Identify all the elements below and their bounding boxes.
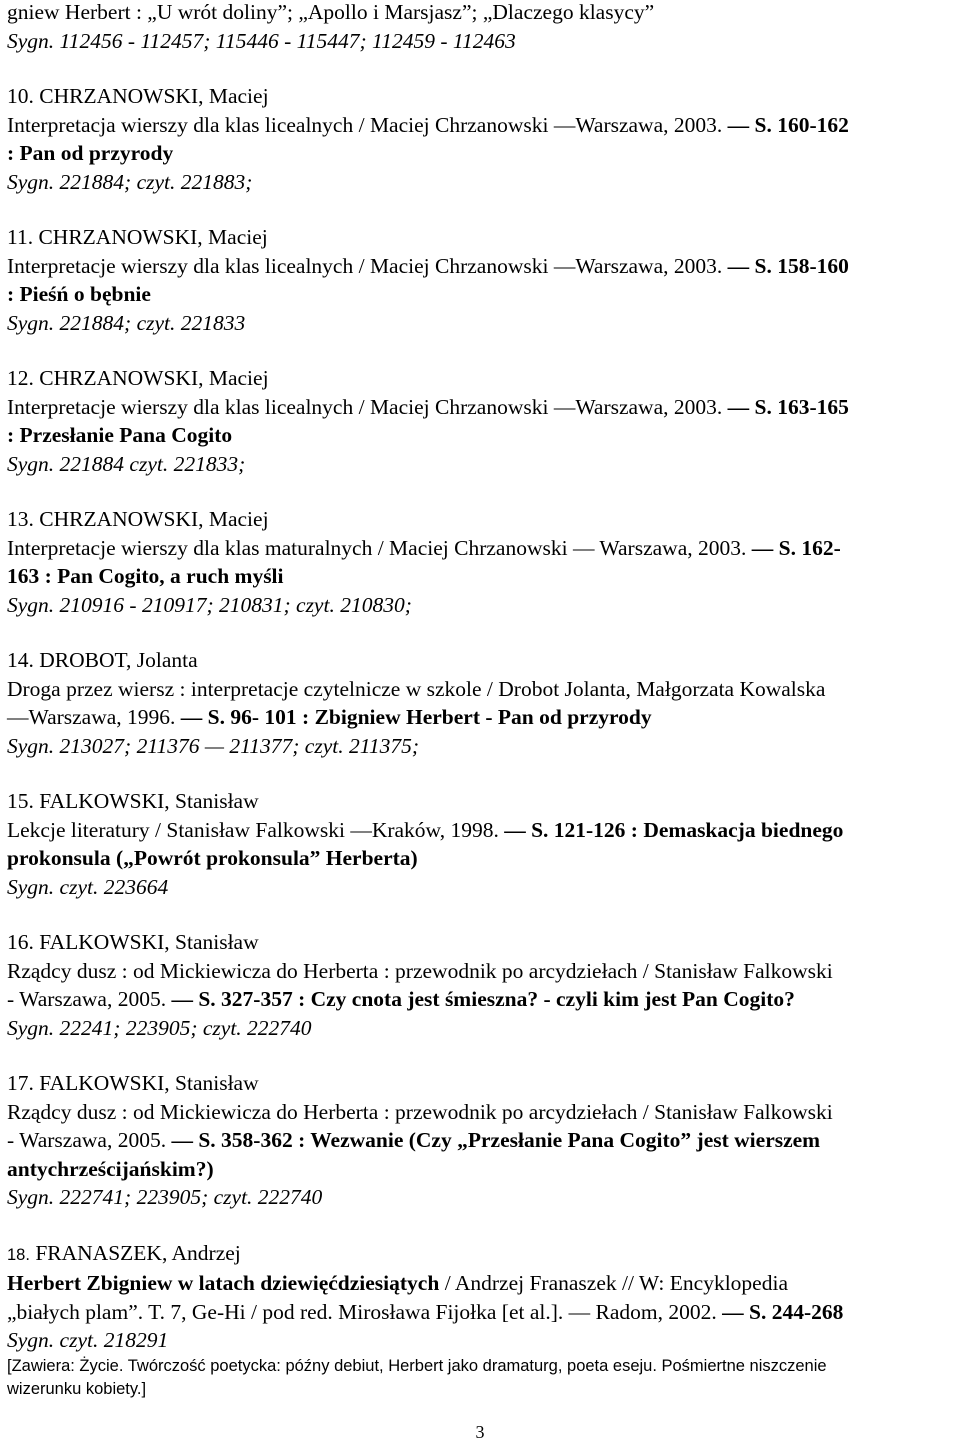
entry-heading: 12. CHRZANOWSKI, Maciej (7, 366, 269, 390)
entry-pages-title: prokonsula („Powrót prokonsula” Herberta) (7, 846, 418, 870)
spacer (7, 55, 957, 82)
bibliography-entry (7, 223, 957, 364)
entry-description-text: / Andrzej Franaszek // W: Encyklopedia (439, 1271, 788, 1295)
call-number: Sygn. 221884; czyt. 221883; (7, 169, 253, 194)
entry-description-line (7, 421, 957, 450)
entry-pages-title: : Pan od przyrody (7, 141, 174, 165)
spacer (7, 1042, 957, 1069)
entry-description-line (7, 844, 957, 873)
entry-heading: 13. CHRZANOWSKI, Maciej (7, 507, 269, 531)
entry-description-text: Interpretacje wierszy dla klas licealnych / Maciej Chrzanowski —Warszawa, 2003. (7, 394, 728, 419)
entry-heading: 17. FALKOWSKI, Stanisław (7, 1071, 259, 1095)
contents-note: wizerunku kobiety.] (7, 1379, 147, 1398)
entry-description-line (7, 1155, 957, 1184)
entry-pages-title: 163 : Pan Cogito, a ruch myśli (7, 564, 284, 588)
entry-pages-title: — S. 96- 101 : Zbigniew Herbert - Pan od przyrody (180, 705, 652, 729)
bibliography-entry (7, 646, 957, 787)
bibliography-entry (7, 928, 957, 1069)
spacer (7, 337, 957, 364)
entry-description-text: Lekcje literatury / Stanisław Falkowski —Kraków, 1998. (7, 817, 505, 842)
entry-heading (7, 1239, 957, 1270)
entry-description-text: Interpretacje wierszy dla klas licealnych / Maciej Chrzanowski —Warszawa, 2003. (7, 253, 728, 278)
entry-description-line (7, 816, 957, 845)
entry-description-line (7, 111, 957, 140)
entry-heading: 10. CHRZANOWSKI, Maciej (7, 84, 269, 108)
entry-description-text: „białych plam”. T. 7, Ge-Hi / pod red. Mirosława Fijołka [et al.]. — Radom, 2002. (7, 1299, 723, 1324)
entry-description-line (7, 534, 957, 563)
entry-description-text: Droga przez wiersz : interpretacje czytelnicze w szkole / Drobot Jolanta, Małgorzata Kowalska (7, 676, 826, 701)
entry-description-text: —Warszawa, 1996. (7, 705, 181, 729)
entry-pages-title: antychrześcijańskim?) (7, 1156, 214, 1181)
entry-description-line (7, 1298, 957, 1327)
entry-description-line (7, 1269, 957, 1298)
spacer (7, 196, 957, 223)
entry-description-line (7, 562, 957, 591)
spacer (7, 760, 957, 787)
entry-description-line (7, 1098, 957, 1127)
entry-description-text: Rządcy dusz : od Mickiewicza do Herberta : przewodnik po arcydziełach / Stanisław Falkowski (7, 958, 833, 983)
entry-pages: — S. 244-268 (722, 1299, 844, 1324)
entry-heading: 16. FALKOWSKI, Stanisław (7, 930, 259, 954)
entry-pages-title: : Pieśń o bębnie (7, 282, 151, 306)
bibliography-entry (7, 787, 957, 928)
call-number: Sygn. 22241; 223905; czyt. 222740 (7, 1015, 312, 1040)
spacer (7, 478, 957, 505)
entry-pages-title: — S. 160-162 (727, 112, 849, 137)
call-number: Sygn. 112456 - 112457; 115446 - 115447; 112459 - 112463 (7, 28, 516, 53)
entry-description-line (7, 393, 957, 422)
entry-description-line (7, 280, 957, 309)
entry-description-text: - Warszawa, 2005. (7, 1128, 172, 1152)
entry-heading: 11. CHRZANOWSKI, Maciej (7, 225, 268, 249)
bibliography-entry (7, 82, 957, 223)
spacer (7, 901, 957, 928)
entry-pages-title: — S. 358-362 : Wezwanie (Czy „Przesłanie Pana Cogito” jest wierszem (171, 1128, 821, 1152)
call-number: Sygn. czyt. 218291 (7, 1328, 169, 1352)
entry-description-line (7, 675, 957, 704)
entry-pages-title: — S. 121-126 : Demaskacja biednego (504, 817, 844, 842)
bibliography-entry (7, 364, 957, 505)
entry-number: 18. (7, 1245, 30, 1264)
document-page (7, 0, 957, 1401)
entry-description-text: - Warszawa, 2005. (7, 987, 172, 1011)
entry-pages-title: : Przesłanie Pana Cogito (7, 423, 233, 447)
entry-pages-title: — S. 158-160 (727, 253, 849, 278)
entry-pages-title: — S. 163-165 (727, 394, 849, 419)
call-number: Sygn. 210916 - 210917; 210831; czyt. 210830; (7, 592, 412, 617)
call-number: Sygn. 222741; 223905; czyt. 222740 (7, 1185, 323, 1209)
call-number: Sygn. czyt. 223664 (7, 874, 169, 899)
entry-description-line (7, 252, 957, 281)
contents-note: [Zawiera: Życie. Twórczość poetycka: późny debiut, Herbert jako dramaturg, poeta eseju. Pośmiertne niszczenie (7, 1356, 827, 1375)
call-number: Sygn. 221884 czyt. 221833; (7, 451, 246, 476)
bibliography-entry (7, 505, 957, 646)
entry-pages-title: — S. 327-357 : Czy cnota jest śmieszna? - czyli kim jest Pan Cogito? (171, 987, 795, 1011)
continued-title-line: gniew Herbert : „U wrót doliny”; „Apollo i Marsjasz”; „Dlaczego klasycy” (7, 0, 655, 24)
entry-author: FRANASZEK, Andrzej (35, 1240, 241, 1265)
entry-description-text: Interpretacja wierszy dla klas licealnych / Maciej Chrzanowski —Warszawa, 2003. (7, 112, 728, 137)
bibliography-entry-18 (7, 1239, 957, 1401)
entry-heading: 15. FALKOWSKI, Stanisław (7, 789, 259, 813)
entry-description-line (7, 139, 957, 168)
call-number: Sygn. 213027; 211376 — 211377; czyt. 211375; (7, 733, 420, 758)
call-number: Sygn. 221884; czyt. 221833 (7, 310, 246, 335)
entry-description-line (7, 1126, 957, 1155)
spacer (7, 1212, 957, 1239)
entry-description-line (7, 703, 957, 732)
page-number: 3 (475, 1422, 485, 1442)
entry-heading: 14. DROBOT, Jolanta (7, 648, 198, 672)
entry-pages-title: — S. 162- (751, 535, 841, 560)
spacer (7, 619, 957, 646)
entry-description-text: Rządcy dusz : od Mickiewicza do Herberta : przewodnik po arcydziełach / Stanisław Falkowski (7, 1099, 833, 1124)
entry-title-bold: Herbert Zbigniew w latach dziewięćdziesiątych (7, 1271, 440, 1295)
bibliography-list (7, 82, 957, 1239)
entry-description-line (7, 957, 957, 986)
bibliography-entry (7, 1069, 957, 1239)
entry-description-line (7, 985, 957, 1014)
entry-description-text: Interpretacje wierszy dla klas maturalnych / Maciej Chrzanowski — Warszawa, 2003. (7, 535, 752, 560)
